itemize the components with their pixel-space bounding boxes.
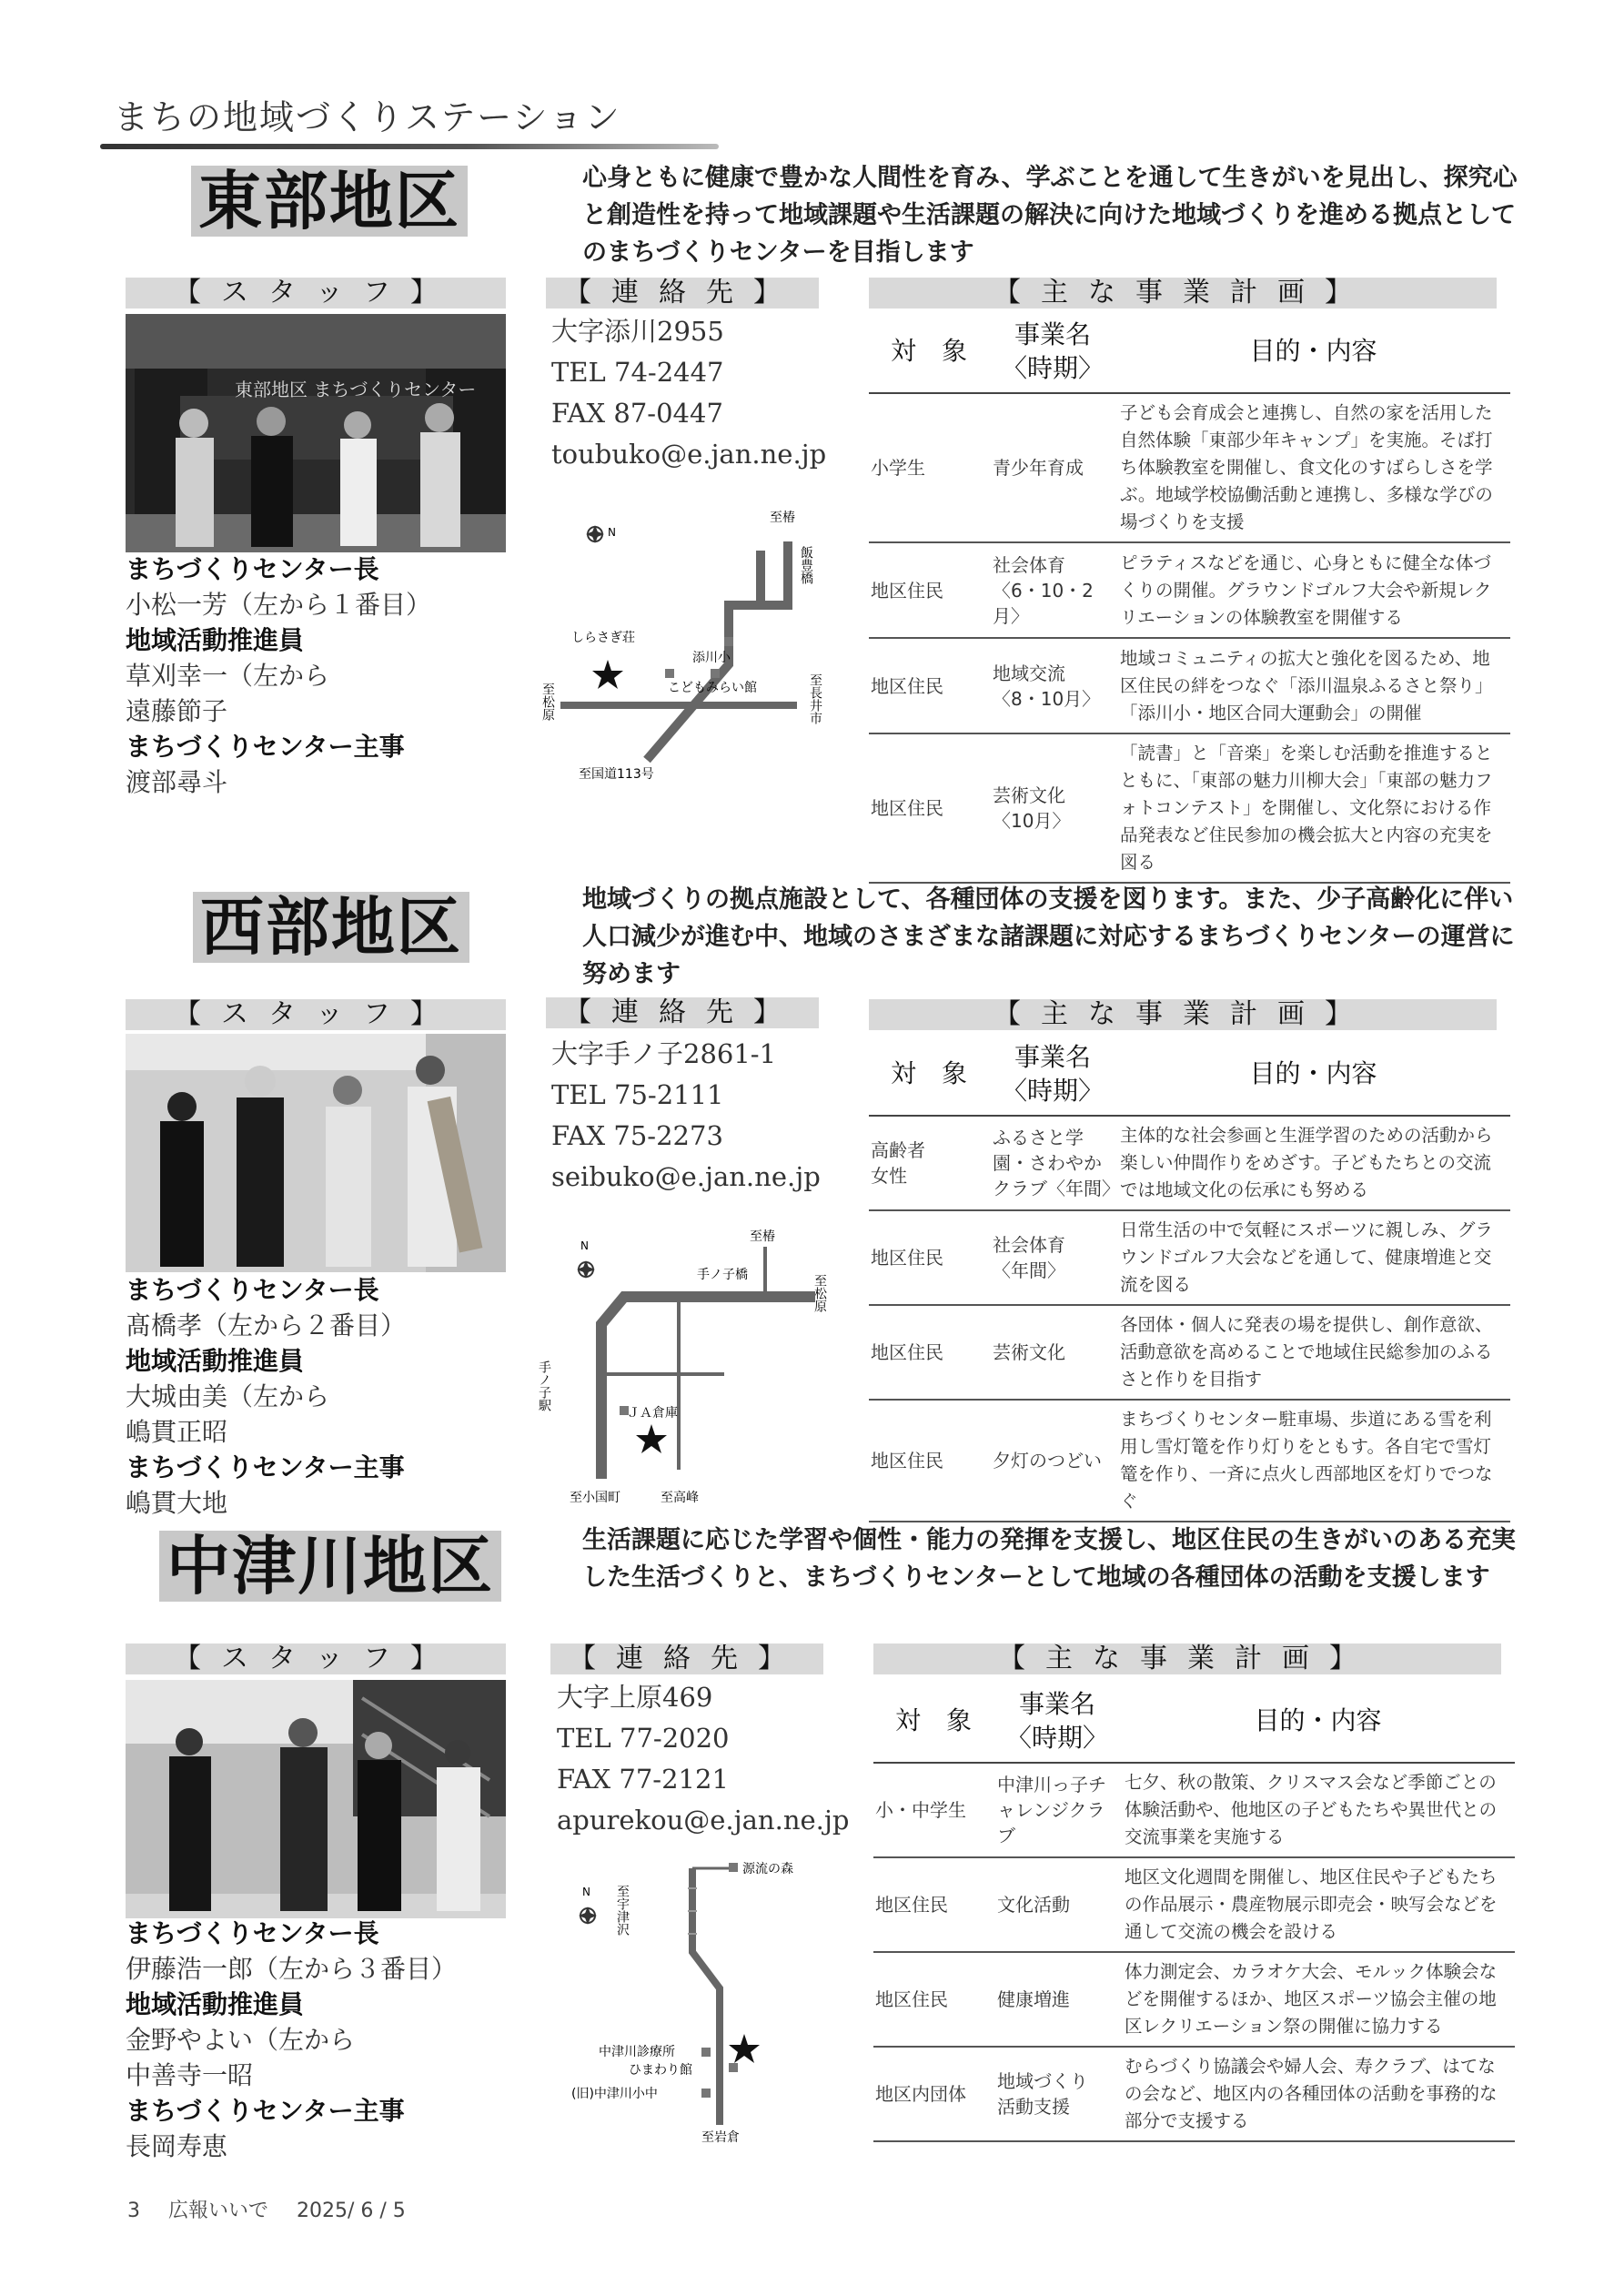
location-star-icon	[592, 660, 623, 689]
col-desc: 目的・内容	[1116, 309, 1510, 393]
staff-role: まちづくりセンター長	[126, 1918, 379, 1948]
staff-role: まちづくりセンター主事	[126, 2096, 405, 2126]
table-row	[873, 1952, 1515, 2047]
table-row	[869, 733, 1510, 883]
plan-name: 芸術文化 〈10月〉	[989, 733, 1116, 883]
plan-target: 地区住民	[869, 733, 989, 883]
table-row	[869, 542, 1510, 638]
page-title: まちの地域づくりステーション	[114, 97, 621, 137]
plan-desc: むらづくり協議会や婦人会、寿クラブ、はてなの会など、地区内の各種団体の活動を事務的な部分で支援する	[1121, 2047, 1515, 2141]
staff-name: 遠藤節子	[126, 696, 228, 726]
plan-target: 地区住民	[869, 1305, 989, 1400]
svg-text:至高峰: 至高峰	[661, 1491, 699, 1505]
col-target: 対 象	[869, 1032, 989, 1116]
svg-text:至椿: 至椿	[770, 511, 795, 525]
plan-target: 地区住民	[873, 1952, 994, 2047]
district-intro: 地域づくりの拠点施設として、各種団体の支援を図ります。また、少子高齢化に伴い人口減少が進む中、地域のさまざまな諸課題に対応するまちづくりセンターの運営に努めます	[582, 885, 1515, 988]
plan-name: 地域づくり 活動支援	[994, 2047, 1121, 2141]
svg-text:(旧)中津川小中: (旧)中津川小中	[571, 2087, 658, 2101]
col-target: 対 象	[873, 1679, 994, 1763]
plan-desc: 子ども会育成会と連携し、自然の家を活用した自然体験「東部少年キャンプ」を実施。そば打ち体験教室を開催し、食文化のすばらしさを学ぶ。地域学校協働活動と連携し、多様な学びの場づくりを支援	[1116, 393, 1510, 542]
contact-tel: TEL 77-2020	[557, 1723, 730, 1754]
svg-text:ＪＡ倉庫: ＪＡ倉庫	[627, 1406, 678, 1421]
staff-label: 【スタッフ】	[126, 999, 506, 1030]
contact-fax: FAX 77-2121	[557, 1764, 729, 1795]
contact-address: 大字上原469	[557, 1682, 713, 1713]
staff-list	[126, 1272, 544, 1521]
plan-desc: ピラティスなどを通じ、心身ともに健全な体づくりの開催。グラウンドゴルフ大会や新規レクリエーションの体験教室を開催する	[1116, 542, 1510, 638]
district-intro: 生活課題に応じた学習や個性・能力の発揮を支援し、地区住民の生きがいのある充実した生活づくりと、まちづくりセンターとして地域の各種団体の活動を支援します	[582, 1526, 1516, 1592]
staff-name: 嶋貫正昭	[126, 1417, 228, 1447]
svg-text:こどもみらい館: こどもみらい館	[668, 681, 757, 695]
staff-name: 金野やよい（左から	[126, 2025, 356, 2055]
plan-label: 【主な事業計画】	[873, 1644, 1501, 1674]
plan-target: 地区住民	[869, 638, 989, 733]
plan-label: 【主な事業計画】	[869, 278, 1497, 308]
staff-label: 【スタッフ】	[126, 1644, 506, 1674]
plan-table	[873, 1679, 1515, 2142]
staff-name: 小松一芳（左から１番目）	[126, 590, 432, 620]
staff-photo	[126, 1034, 506, 1272]
compass-icon	[579, 1886, 597, 1925]
contact-info	[551, 311, 852, 475]
table-row	[869, 638, 1510, 733]
plan-target: 地区住民	[869, 1400, 989, 1522]
plan-name: 芸術文化	[989, 1305, 1116, 1400]
table-header-row	[869, 1032, 1510, 1116]
svg-text:至岩倉: 至岩倉	[701, 2130, 740, 2145]
plan-target: 地区住民	[869, 542, 989, 638]
svg-text:至長井市: 至長井市	[808, 673, 822, 724]
staff-label: 【スタッフ】	[126, 278, 506, 308]
svg-text:しらさぎ荘: しらさぎ荘	[571, 631, 635, 645]
contact-info	[551, 1034, 852, 1198]
table-row	[873, 1763, 1515, 1857]
location-map	[537, 1224, 852, 1515]
plan-name: 社会体育 〈6・10・2月〉	[989, 542, 1116, 638]
svg-text:手ノ子駅: 手ノ子駅	[537, 1360, 551, 1411]
plan-table	[869, 1032, 1510, 1522]
contact-email[interactable]: apurekou@e.jan.ne.jp	[557, 1805, 850, 1836]
col-target: 対 象	[869, 309, 989, 393]
compass-icon	[577, 1239, 595, 1279]
compass-icon	[586, 525, 616, 543]
plan-name: 文化活動	[994, 1857, 1121, 1952]
staff-role: 地域活動推進員	[126, 1989, 305, 2019]
svg-text:至椿: 至椿	[750, 1229, 775, 1244]
plan-desc: 七夕、秋の散策、クリスマス会など季節ごとの体験活動や、他地区の子どもたちや異世代との交流事業を実施する	[1121, 1763, 1515, 1857]
plan-target: 小学生	[869, 393, 989, 542]
staff-role: 地域活動推進員	[126, 1346, 305, 1376]
plan-name: 夕灯のつどい	[989, 1400, 1116, 1522]
contact-info	[557, 1677, 857, 1841]
plan-target: 高齢者 女性	[869, 1116, 989, 1210]
location-star-icon	[729, 2034, 760, 2063]
staff-name: 長岡寿恵	[126, 2131, 228, 2161]
contact-address: 大字手ノ子2861-1	[551, 1038, 777, 1069]
plan-desc: 日常生活の中で気軽にスポーツに親しみ、グラウンドゴルフ大会などを通して、健康増進と交流を図る	[1116, 1210, 1510, 1305]
col-name: 事業名 〈時期〉	[989, 1032, 1116, 1116]
svg-text:中津川診療所: 中津川診療所	[599, 2045, 675, 2059]
svg-text:手ノ子橋: 手ノ子橋	[697, 1268, 748, 1282]
contact-label: 【連絡先】	[546, 997, 819, 1028]
svg-text:源流の森: 源流の森	[742, 1862, 793, 1876]
staff-name: 嶋貫大地	[126, 1488, 228, 1518]
table-row	[869, 1400, 1510, 1522]
plan-name: 青少年育成	[989, 393, 1116, 542]
svg-text:ひまわり館: ひまわり館	[629, 2063, 692, 2078]
plan-name: 中津川っ子チャレンジクラブ	[994, 1763, 1121, 1857]
publication-date: 2025/ 6 / 5	[297, 2200, 406, 2222]
plan-desc: 「読書」と「音楽」を楽しむ活動を推進するとともに、「東部の魅力川柳大会」「東部の魅力フォトコンテスト」を開催し、文化祭における作品発表など住民参加の機会拡大と内容の充実を図る	[1116, 733, 1510, 883]
plan-desc: まちづくりセンター駐車場、歩道にある雪を利用し雪灯篭を作り灯りをともす。各自宅で雪灯篭を作り、一斉に点火し西部地区を灯りでつなぐ	[1116, 1400, 1510, 1522]
svg-text:至松原: 至松原	[540, 683, 555, 721]
contact-fax: FAX 75-2273	[551, 1120, 723, 1151]
plan-desc: 各団体・個人に発表の場を提供し、創作意欲、活動意欲を高めることで地域住民総参加のふるさと作りを目指す	[1116, 1305, 1510, 1400]
plan-desc: 体力測定会、カラオケ大会、モルック体験会などを開催するほか、地区スポーツ協会主催の地区レクリエーション祭の開催に協力する	[1121, 1952, 1515, 2047]
plan-name: ふるさと学園・さわやかクラブ〈年間〉	[989, 1116, 1116, 1210]
location-map	[542, 505, 852, 796]
staff-name: 草刈幸一（左から	[126, 661, 330, 691]
staff-role: まちづくりセンター主事	[126, 1452, 405, 1482]
staff-name: 伊藤浩一郎（左から３番目）	[126, 1954, 458, 1984]
staff-list	[126, 551, 544, 800]
table-header-row	[869, 309, 1510, 393]
staff-name: 中善寺一昭	[126, 2060, 254, 2090]
plan-name: 地域交流 〈8・10月〉	[989, 638, 1116, 733]
contact-email[interactable]: seibuko@e.jan.ne.jp	[551, 1161, 821, 1192]
contact-label: 【連絡先】	[546, 278, 819, 308]
staff-name: 大城由美（左から	[126, 1381, 330, 1411]
svg-text:至小国町: 至小国町	[570, 1491, 620, 1505]
contact-email[interactable]: toubuko@e.jan.ne.jp	[551, 439, 827, 470]
plan-desc: 地区文化週間を開催し、地区住民や子どもたちの作品展示・農産物展示即売会・映写会などを通して交流の機会を設ける	[1121, 1857, 1515, 1952]
location-map	[542, 1852, 852, 2143]
page-number: 3	[127, 2200, 140, 2222]
staff-name: 髙橋孝（左から２番目）	[126, 1310, 407, 1340]
contact-address: 大字添川2955	[551, 316, 724, 347]
table-row	[869, 393, 1510, 542]
staff-role: まちづくりセンター主事	[126, 732, 405, 762]
plan-desc: 主体的な社会参画と生涯学習のための活動から楽しい仲間作りをめざす。子どもたちとの交流では地域文化の伝承にも努める	[1116, 1116, 1510, 1210]
contact-tel: TEL 75-2111	[551, 1079, 724, 1110]
plan-label: 【主な事業計画】	[869, 999, 1497, 1030]
contact-label: 【連絡先】	[550, 1644, 823, 1674]
header-underline	[100, 144, 719, 149]
table-row	[873, 2047, 1515, 2141]
svg-text:N: N	[608, 526, 616, 539]
location-star-icon	[636, 1424, 667, 1453]
col-name: 事業名 〈時期〉	[994, 1679, 1121, 1763]
table-row	[869, 1116, 1510, 1210]
plan-name: 健康増進	[994, 1952, 1121, 2047]
plan-table	[869, 309, 1510, 884]
plan-target: 地区内団体	[873, 2047, 994, 2141]
svg-text:飯豊橋: 飯豊橋	[799, 546, 813, 584]
svg-text:至宇津沢: 至宇津沢	[615, 1885, 630, 1936]
col-name: 事業名 〈時期〉	[989, 309, 1116, 393]
staff-role: 地域活動推進員	[126, 625, 305, 655]
table-header-row	[873, 1679, 1515, 1763]
plan-target: 地区住民	[873, 1857, 994, 1952]
table-row	[869, 1305, 1510, 1400]
contact-tel: TEL 74-2447	[551, 357, 724, 388]
page-footer	[127, 2195, 428, 2223]
staff-role: まちづくりセンター長	[126, 554, 379, 584]
district-intro: 心身ともに健康で豊かな人間性を育み、学ぶことを通して生きがいを見出し、探究心と創造性を持って地域課題や生活課題の解決に向けた地域づくりを進める拠点としてのまちづくりセンターを目指します	[582, 164, 1518, 267]
staff-role: まちづくりセンター長	[126, 1275, 379, 1305]
contact-fax: FAX 87-0447	[551, 398, 723, 429]
table-row	[869, 1210, 1510, 1305]
plan-name: 社会体育 〈年間〉	[989, 1210, 1116, 1305]
plan-target: 地区住民	[869, 1210, 989, 1305]
district-title: 東部地区	[191, 166, 468, 237]
district-title: 中津川地区	[159, 1531, 501, 1602]
svg-text:N: N	[580, 1239, 589, 1252]
publication-name: 広報いいで	[168, 2200, 269, 2222]
plan-desc: 地域コミュニティの拡大と強化を図るため、地区住民の絆をつなぐ「添川温泉ふるさと祭り」「添川小・地区合同大運動会」の開催	[1116, 638, 1510, 733]
table-row	[873, 1857, 1515, 1952]
svg-text:N: N	[582, 1886, 590, 1898]
plan-target: 小・中学生	[873, 1763, 994, 1857]
staff-list	[126, 1916, 544, 2164]
col-desc: 目的・内容	[1121, 1679, 1515, 1763]
svg-text:添川小: 添川小	[692, 651, 731, 665]
district-title: 西部地区	[193, 892, 469, 963]
staff-photo	[126, 314, 506, 552]
svg-text:至国道113号: 至国道113号	[579, 767, 654, 782]
svg-text:東部地区 まちづくりセンター: 東部地区 まちづくりセンター	[235, 379, 477, 400]
staff-photo	[126, 1680, 506, 1918]
col-desc: 目的・内容	[1116, 1032, 1510, 1116]
svg-text:至松原: 至松原	[812, 1274, 827, 1312]
staff-name: 渡部尋斗	[126, 767, 228, 797]
